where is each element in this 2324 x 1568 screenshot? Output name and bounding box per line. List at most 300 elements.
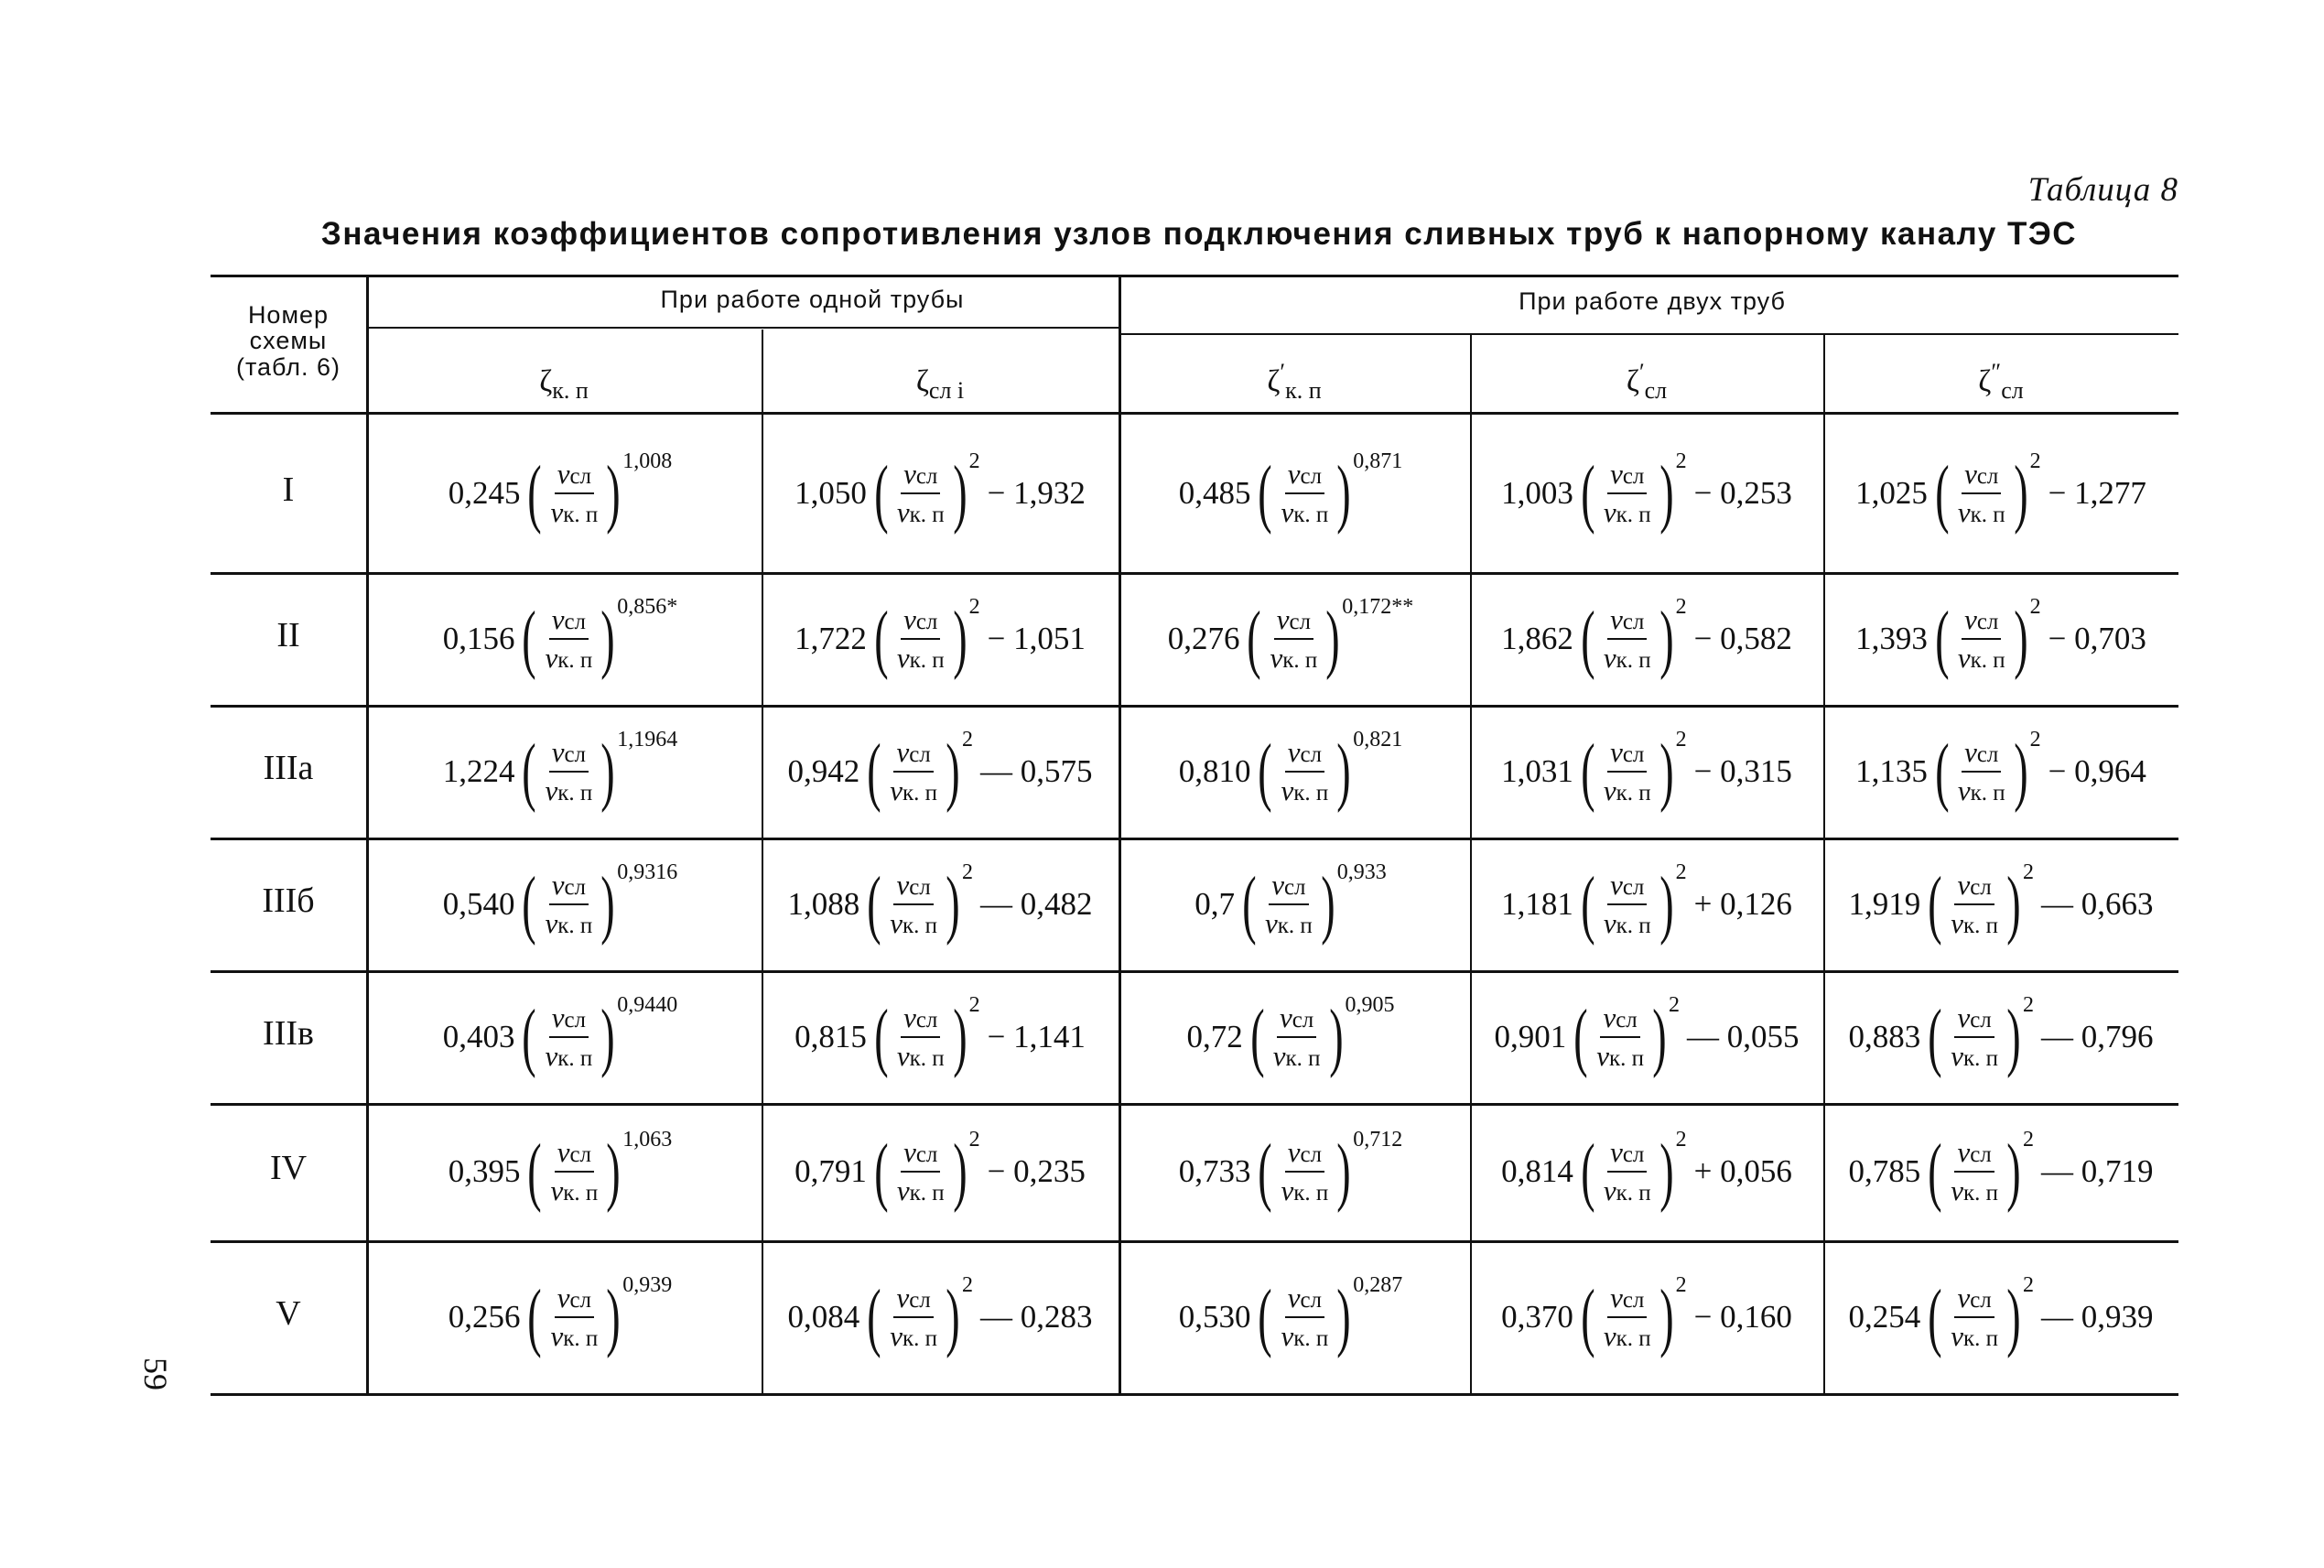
numerator: vсл xyxy=(1285,1136,1324,1173)
denominator: vк. п xyxy=(550,496,599,528)
paren-right: ) xyxy=(1659,860,1674,946)
velocity-ratio xyxy=(1278,1281,1331,1353)
formula xyxy=(1855,727,2146,814)
exponent: 0,856* xyxy=(617,594,678,619)
exponent: 1,008 xyxy=(622,449,673,473)
denominator: vк. п xyxy=(545,641,593,674)
denominator: vк. п xyxy=(1951,1174,1999,1206)
paren-right: ) xyxy=(606,450,621,535)
numerator: vсл xyxy=(549,869,589,905)
numerator: vсл xyxy=(555,1136,594,1173)
exponent: 0,9440 xyxy=(617,992,678,1017)
exponent: 0,172** xyxy=(1342,594,1414,619)
row-scheme-label: II xyxy=(276,615,300,654)
formula xyxy=(448,1128,680,1214)
table-cell-zeta-prime-kp xyxy=(1119,705,1470,838)
coefficient: 1,181 xyxy=(1501,885,1573,922)
constant-term: − 1,141 xyxy=(987,1018,1086,1054)
table-cell-zeta-prime-sl xyxy=(1470,838,1823,970)
constant-term: — 0,939 xyxy=(2041,1298,2154,1335)
header-one-pipe: При работе одной трубы xyxy=(660,286,965,313)
formula xyxy=(1501,449,1792,535)
paren-left: ( xyxy=(1250,993,1265,1079)
paren-right: ) xyxy=(2013,595,2028,681)
formula xyxy=(1855,594,2146,681)
exponent: 0,871 xyxy=(1353,449,1403,473)
paren-left: ( xyxy=(1581,450,1595,535)
velocity-ratio xyxy=(1955,458,2008,529)
formula xyxy=(1194,860,1394,946)
exponent: 2 xyxy=(1675,860,1687,884)
coefficient: 1,135 xyxy=(1855,752,1928,789)
row-scheme-label: IIIв xyxy=(263,1013,314,1053)
velocity-ratio xyxy=(1601,458,1654,529)
velocity-ratio xyxy=(1278,1136,1331,1207)
table-cell-zeta-kp xyxy=(366,415,762,572)
denominator: vк. п xyxy=(1281,773,1329,806)
velocity-ratio xyxy=(542,869,595,940)
row-scheme-label: IIIа xyxy=(263,748,314,787)
table-cell-zeta-prime-sl xyxy=(1470,415,1823,572)
denominator: vк. п xyxy=(896,1039,945,1072)
paren-right: ) xyxy=(1336,1129,1351,1214)
formula xyxy=(1855,449,2146,535)
velocity-ratio xyxy=(1948,1001,2001,1073)
formula xyxy=(442,860,686,946)
paren-right: ) xyxy=(952,450,967,535)
formula xyxy=(448,449,680,535)
constant-term: — 0,055 xyxy=(1687,1018,1800,1054)
paren-right: ) xyxy=(2013,450,2028,535)
formula xyxy=(442,992,686,1079)
formula xyxy=(1848,1272,2154,1359)
constant-term: + 0,126 xyxy=(1693,885,1792,922)
numerator: vсл xyxy=(1285,736,1324,773)
exponent: 2 xyxy=(1675,1272,1687,1297)
numerator: vсл xyxy=(1607,736,1647,773)
velocity-ratio xyxy=(547,1281,600,1353)
numerator: vсл xyxy=(901,458,940,494)
table-cell-zeta-sl-i xyxy=(762,1240,1119,1393)
row-scheme-label: V xyxy=(276,1293,301,1333)
paren-left: ( xyxy=(1928,1273,1942,1359)
exponent: 2 xyxy=(2023,860,2034,884)
paren-right: ) xyxy=(600,860,615,946)
table-cell-zeta-prime-sl xyxy=(1470,970,1823,1103)
paren-left: ( xyxy=(1935,595,1950,681)
numerator: vсл xyxy=(1285,1281,1324,1318)
coefficient: 0,942 xyxy=(787,752,860,789)
paren-right: ) xyxy=(946,1273,960,1359)
numerator: vсл xyxy=(901,1001,940,1038)
velocity-ratio xyxy=(894,1136,947,1207)
denominator: vк. п xyxy=(1957,496,2005,528)
coefficient: 0,785 xyxy=(1848,1153,1921,1189)
paren-right: ) xyxy=(946,728,960,814)
numerator: vсл xyxy=(893,736,933,773)
paren-right: ) xyxy=(1659,450,1674,535)
denominator: vк. п xyxy=(896,1174,945,1206)
formula xyxy=(787,1272,1093,1359)
denominator: vк. п xyxy=(896,641,945,674)
numerator: vсл xyxy=(893,1281,933,1318)
denominator: vк. п xyxy=(1603,496,1651,528)
paren-right: ) xyxy=(1659,1129,1674,1214)
coefficient: 0,276 xyxy=(1167,620,1240,656)
constant-term: − 0,235 xyxy=(987,1153,1086,1189)
formula xyxy=(1848,1128,2154,1214)
exponent: 1,063 xyxy=(622,1128,673,1152)
paren-left: ( xyxy=(1928,993,1942,1079)
paren-right: ) xyxy=(952,595,967,681)
paren-left: ( xyxy=(522,860,537,946)
velocity-ratio xyxy=(547,1136,600,1207)
formula xyxy=(1848,860,2154,946)
formula xyxy=(1501,727,1792,814)
numerator: vсл xyxy=(1954,1281,1994,1318)
coefficient: 0,815 xyxy=(794,1018,867,1054)
paren-left: ( xyxy=(1581,728,1595,814)
paren-right: ) xyxy=(1336,1273,1351,1359)
paren-left: ( xyxy=(1258,450,1273,535)
velocity-ratio xyxy=(1601,736,1654,807)
velocity-ratio xyxy=(1948,1136,2001,1207)
table-title: Значения коэффициентов сопротивления узлов подключения сливных труб к напорному каналу ТЭС xyxy=(320,216,2078,252)
constant-term: − 1,932 xyxy=(987,475,1086,511)
paren-right: ) xyxy=(1659,595,1674,681)
formula xyxy=(1178,727,1411,814)
table-cell-zeta-prime-sl xyxy=(1470,1103,1823,1240)
denominator: vк. п xyxy=(1596,1039,1645,1072)
denominator: vк. п xyxy=(550,1174,599,1206)
coefficient: 0,256 xyxy=(448,1298,521,1335)
paren-left: ( xyxy=(522,993,537,1079)
velocity-ratio xyxy=(1267,603,1320,675)
denominator: vк. п xyxy=(1270,641,1318,674)
coefficient: 0,254 xyxy=(1848,1298,1921,1335)
denominator: vк. п xyxy=(1603,1174,1651,1206)
velocity-ratio xyxy=(887,736,940,807)
paren-left: ( xyxy=(874,450,889,535)
paren-right: ) xyxy=(2013,728,2028,814)
velocity-ratio xyxy=(1601,603,1654,675)
formula xyxy=(1501,594,1792,681)
formula xyxy=(1848,992,2154,1079)
formula xyxy=(448,1272,680,1359)
paren-left: ( xyxy=(527,1129,543,1214)
table-cell-zeta-kp xyxy=(366,838,762,970)
paren-right: ) xyxy=(2006,860,2021,946)
exponent: 2 xyxy=(2023,992,2034,1017)
table-cell-zeta-sl-i xyxy=(762,572,1119,705)
table-cell-zeta-sl-i xyxy=(762,1103,1119,1240)
exponent: 2 xyxy=(2023,1128,2034,1152)
constant-term: − 0,160 xyxy=(1693,1298,1792,1335)
denominator: vк. п xyxy=(896,496,945,528)
paren-left: ( xyxy=(1247,595,1262,681)
coefficient: 0,72 xyxy=(1186,1018,1243,1054)
paren-right: ) xyxy=(2006,993,2021,1079)
coefficient: 1,862 xyxy=(1501,620,1573,656)
table-cell-zeta-double-prime-sl xyxy=(1823,572,2178,705)
numerator: vсл xyxy=(1607,1281,1647,1318)
paren-left: ( xyxy=(527,450,543,535)
constant-term: − 0,703 xyxy=(2048,620,2146,656)
denominator: vк. п xyxy=(890,906,938,939)
paren-right: ) xyxy=(606,1273,621,1359)
numerator: vсл xyxy=(555,458,594,494)
table-cell-zeta-prime-sl xyxy=(1470,705,1823,838)
header-col-zeta-prime-sl: $\zeta'_{сл}$ xyxy=(1626,359,1668,404)
numerator: vсл xyxy=(549,1001,589,1038)
paren-left: ( xyxy=(867,1273,881,1359)
numerator: vсл xyxy=(1954,1136,1994,1173)
paren-left: ( xyxy=(874,595,889,681)
exponent: 2 xyxy=(968,449,980,473)
paren-right: ) xyxy=(952,993,967,1079)
coefficient: 0,084 xyxy=(787,1298,860,1335)
denominator: vк. п xyxy=(1272,1039,1321,1072)
constant-term: − 1,051 xyxy=(987,620,1086,656)
row-scheme-label: IIIб xyxy=(262,881,315,920)
coefficient: 0,530 xyxy=(1178,1298,1251,1335)
formula xyxy=(794,449,1086,535)
coefficient: 0,883 xyxy=(1848,1018,1921,1054)
coefficient: 1,919 xyxy=(1848,885,1921,922)
paren-right: ) xyxy=(946,860,960,946)
paren-left: ( xyxy=(874,993,889,1079)
header-two-pipes: При работе двух труб xyxy=(1519,287,1786,315)
velocity-ratio xyxy=(1262,869,1315,940)
numerator: vсл xyxy=(1962,603,2001,640)
numerator: vсл xyxy=(1607,458,1647,494)
table-cell-zeta-prime-kp xyxy=(1119,1103,1470,1240)
denominator: vк. п xyxy=(1957,773,2005,806)
denominator: vк. п xyxy=(1281,496,1329,528)
coefficient: 0,540 xyxy=(442,885,515,922)
formula xyxy=(1501,1128,1792,1214)
velocity-ratio xyxy=(887,869,940,940)
exponent: 2 xyxy=(968,992,980,1017)
constant-term: — 0,663 xyxy=(2041,885,2154,922)
coefficient: 1,224 xyxy=(442,752,515,789)
paren-right: ) xyxy=(1328,993,1344,1079)
paren-right: ) xyxy=(2006,1273,2021,1359)
exponent: 0,9316 xyxy=(617,860,678,884)
numerator: vсл xyxy=(901,603,940,640)
coefficient: 1,088 xyxy=(787,885,860,922)
formula xyxy=(787,727,1093,814)
velocity-ratio xyxy=(1601,869,1654,940)
coefficient: 1,722 xyxy=(794,620,867,656)
constant-term: + 0,056 xyxy=(1693,1153,1792,1189)
paren-left: ( xyxy=(1581,1273,1595,1359)
formula xyxy=(1501,1272,1792,1359)
paren-right: ) xyxy=(1659,728,1674,814)
denominator: vк. п xyxy=(1281,1319,1329,1352)
coefficient: 1,393 xyxy=(1855,620,1928,656)
numerator: vсл xyxy=(555,1281,594,1318)
formula xyxy=(1501,860,1792,946)
table-number-label: Таблица 8 xyxy=(2027,171,2178,209)
constant-term: − 1,277 xyxy=(2048,475,2146,511)
coefficient: 1,050 xyxy=(794,475,867,511)
paren-right: ) xyxy=(2006,1129,2021,1214)
numerator: vсл xyxy=(901,1136,940,1173)
table-cell-zeta-kp xyxy=(366,1240,762,1393)
table-cell-zeta-sl-i xyxy=(762,415,1119,572)
denominator: vк. п xyxy=(1264,906,1313,939)
exponent: 0,287 xyxy=(1353,1272,1403,1297)
coefficient: 0,810 xyxy=(1178,752,1251,789)
velocity-ratio xyxy=(1601,1281,1654,1353)
paren-left: ( xyxy=(522,595,537,681)
velocity-ratio xyxy=(1601,1136,1654,1207)
numerator: vсл xyxy=(1277,1001,1316,1038)
numerator: vсл xyxy=(1954,869,1994,905)
constant-term: — 0,283 xyxy=(980,1298,1093,1335)
paren-left: ( xyxy=(522,728,537,814)
table-cell-zeta-double-prime-sl xyxy=(1823,838,2178,970)
table-cell-zeta-sl-i xyxy=(762,838,1119,970)
paren-left: ( xyxy=(1573,993,1588,1079)
coefficient: 0,733 xyxy=(1178,1153,1251,1189)
paren-right: ) xyxy=(1336,450,1351,535)
table-cell-zeta-double-prime-sl xyxy=(1823,1240,2178,1393)
coefficient: 1,025 xyxy=(1855,475,1928,511)
table-cell-zeta-double-prime-sl xyxy=(1823,415,2178,572)
table-cell-zeta-double-prime-sl xyxy=(1823,705,2178,838)
velocity-ratio xyxy=(1955,603,2008,675)
exponent: 0,821 xyxy=(1353,727,1403,752)
coefficient-table xyxy=(211,275,2178,1400)
velocity-ratio xyxy=(542,736,595,807)
paren-left: ( xyxy=(867,728,881,814)
coefficient: 0,245 xyxy=(448,475,521,511)
constant-term: — 0,575 xyxy=(980,752,1093,789)
denominator: vк. п xyxy=(1951,906,1999,939)
exponent: 2 xyxy=(1675,1128,1687,1152)
formula xyxy=(794,1128,1086,1214)
table-cell-zeta-double-prime-sl xyxy=(1823,1103,2178,1240)
formula xyxy=(442,594,686,681)
paren-left: ( xyxy=(1935,450,1950,535)
header-col-zeta-prime-kp: $\zeta'_{к. п}$ xyxy=(1267,359,1322,404)
coefficient: 0,814 xyxy=(1501,1153,1573,1189)
table-cell-zeta-prime-kp xyxy=(1119,415,1470,572)
paren-left: ( xyxy=(867,860,881,946)
exponent: 2 xyxy=(962,1272,973,1297)
denominator: vк. п xyxy=(545,906,593,939)
exponent: 2 xyxy=(2023,1272,2034,1297)
paren-left: ( xyxy=(1581,1129,1595,1214)
table-cell-zeta-prime-kp xyxy=(1119,572,1470,705)
numerator: vсл xyxy=(1607,1136,1647,1173)
constant-term: − 0,315 xyxy=(1693,752,1792,789)
exponent: 0,933 xyxy=(1336,860,1387,884)
exponent: 0,712 xyxy=(1353,1128,1403,1152)
paren-left: ( xyxy=(1258,728,1273,814)
velocity-ratio xyxy=(1948,869,2001,940)
denominator: vк. п xyxy=(1957,641,2005,674)
denominator: vк. п xyxy=(1951,1039,1999,1072)
table-cell-zeta-prime-kp xyxy=(1119,838,1470,970)
paren-left: ( xyxy=(527,1273,543,1359)
paren-left: ( xyxy=(1581,595,1595,681)
numerator: vсл xyxy=(1962,736,2001,773)
paren-right: ) xyxy=(1652,993,1667,1079)
constant-term: − 0,253 xyxy=(1693,475,1792,511)
paren-right: ) xyxy=(1325,595,1340,681)
denominator: vк. п xyxy=(550,1319,599,1352)
table-cell-zeta-kp xyxy=(366,970,762,1103)
coefficient: 0,485 xyxy=(1178,475,1251,511)
denominator: vк. п xyxy=(1603,1319,1651,1352)
table-cell-zeta-kp xyxy=(366,1103,762,1240)
velocity-ratio xyxy=(1948,1281,2001,1353)
table-cell-zeta-sl-i xyxy=(762,970,1119,1103)
exponent: 2 xyxy=(2029,727,2041,752)
table-cell-zeta-prime-kp xyxy=(1119,1240,1470,1393)
formula xyxy=(1178,1272,1411,1359)
paren-left: ( xyxy=(1935,728,1950,814)
table-cell-zeta-kp xyxy=(366,705,762,838)
numerator: vсл xyxy=(1954,1001,1994,1038)
paren-right: ) xyxy=(1336,728,1351,814)
formula xyxy=(1178,1128,1411,1214)
denominator: vк. п xyxy=(1603,773,1651,806)
coefficient: 1,031 xyxy=(1501,752,1573,789)
velocity-ratio xyxy=(894,603,947,675)
velocity-ratio xyxy=(542,603,595,675)
paren-left: ( xyxy=(1928,1129,1942,1214)
velocity-ratio xyxy=(547,458,600,529)
table-cell-zeta-prime-sl xyxy=(1470,572,1823,705)
exponent: 2 xyxy=(1675,449,1687,473)
header-col-zeta-kp: $\zeta_{к. п}$ xyxy=(539,364,589,404)
denominator: vк. п xyxy=(1281,1174,1329,1206)
row-scheme-label: I xyxy=(282,470,295,509)
exponent: 2 xyxy=(2029,594,2041,619)
exponent: 0,939 xyxy=(622,1272,673,1297)
exponent: 2 xyxy=(962,860,973,884)
formula xyxy=(442,727,686,814)
table-cell-zeta-kp xyxy=(366,572,762,705)
paren-left: ( xyxy=(1581,860,1595,946)
paren-left: ( xyxy=(1258,1273,1273,1359)
denominator: vк. п xyxy=(1603,906,1651,939)
paren-right: ) xyxy=(1659,1273,1674,1359)
formula xyxy=(794,992,1086,1079)
exponent: 2 xyxy=(968,1128,980,1152)
constant-term: — 0,796 xyxy=(2041,1018,2154,1054)
paren-left: ( xyxy=(1258,1129,1273,1214)
header-scheme-number: Номер схемы (табл. 6) xyxy=(235,301,341,381)
formula xyxy=(787,860,1093,946)
velocity-ratio xyxy=(1955,736,2008,807)
exponent: 2 xyxy=(1675,594,1687,619)
numerator: vсл xyxy=(1962,458,2001,494)
velocity-ratio xyxy=(1278,736,1331,807)
denominator: vк. п xyxy=(1603,641,1651,674)
velocity-ratio xyxy=(1278,458,1331,529)
numerator: vсл xyxy=(1607,869,1647,905)
coefficient: 0,7 xyxy=(1194,885,1235,922)
header-col-zeta-double-prime-sl: $\zeta''_{сл}$ xyxy=(1978,359,2024,404)
denominator: vк. п xyxy=(545,1039,593,1072)
paren-right: ) xyxy=(952,1129,967,1214)
numerator: vсл xyxy=(1285,458,1324,494)
